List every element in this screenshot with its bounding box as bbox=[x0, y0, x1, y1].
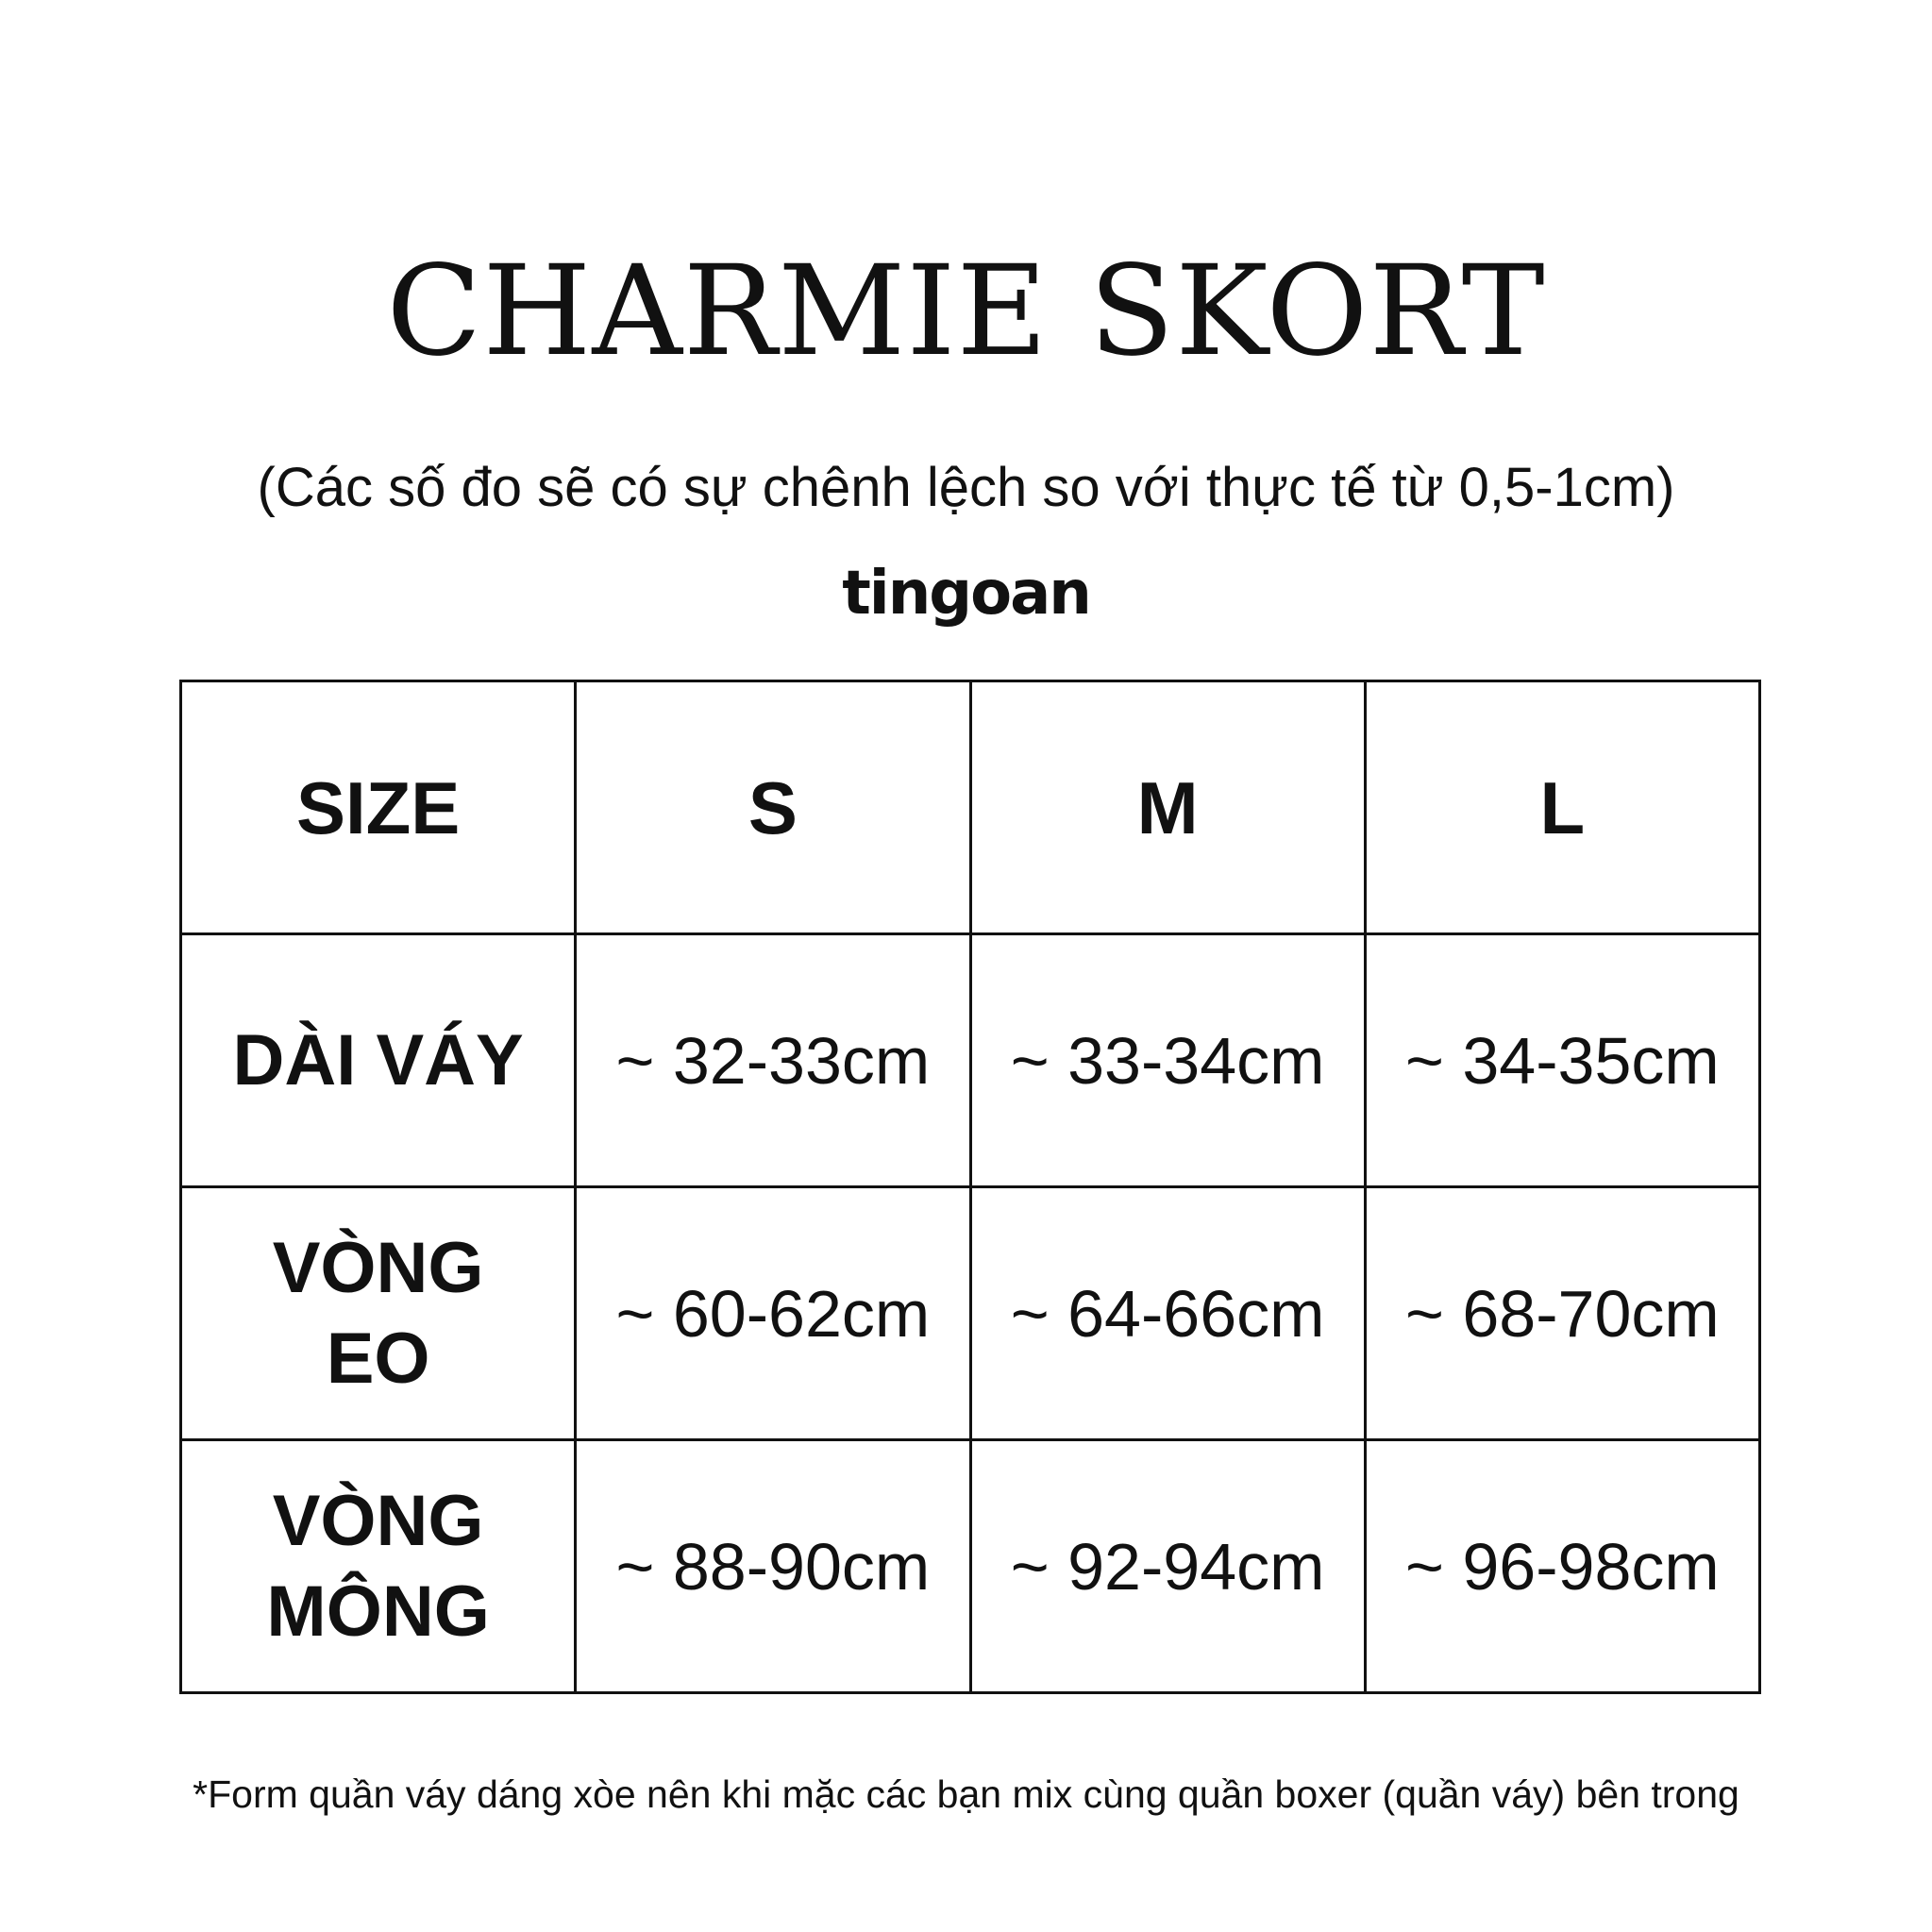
value-hip-l: ~ 96-98cm bbox=[1365, 1440, 1759, 1693]
value-length-l: ~ 34-35cm bbox=[1365, 934, 1759, 1187]
row-label-length: DÀI VÁY bbox=[181, 934, 576, 1187]
row-label-waist: VÒNG EO bbox=[181, 1187, 576, 1440]
header-m: M bbox=[970, 681, 1365, 934]
footnote: *Form quần váy dáng xòe nên khi mặc các bạn mix cùng quần boxer (quần váy) bên trong bbox=[193, 1772, 1739, 1816]
value-hip-s: ~ 88-90cm bbox=[576, 1440, 970, 1693]
row-label-hip: VÒNG MÔNG bbox=[181, 1440, 576, 1693]
table-row bbox=[181, 934, 1760, 1187]
table-header-row bbox=[181, 681, 1760, 934]
measurement-note: (Các số đo sẽ có sự chênh lệch so với thực tế từ 0,5-1cm) bbox=[257, 457, 1675, 518]
brand-logo: tingoan bbox=[842, 559, 1090, 629]
value-length-m: ~ 33-34cm bbox=[970, 934, 1365, 1187]
value-hip-m: ~ 92-94cm bbox=[970, 1440, 1365, 1693]
table-row bbox=[181, 1440, 1760, 1693]
value-waist-m: ~ 64-66cm bbox=[970, 1187, 1365, 1440]
header-l: L bbox=[1365, 681, 1759, 934]
value-waist-s: ~ 60-62cm bbox=[576, 1187, 970, 1440]
value-length-s: ~ 32-33cm bbox=[576, 934, 970, 1187]
value-waist-l: ~ 68-70cm bbox=[1365, 1187, 1759, 1440]
table-row bbox=[181, 1187, 1760, 1440]
size-chart-table bbox=[179, 680, 1761, 1694]
header-s: S bbox=[576, 681, 970, 934]
page-title: CHARMIE SKORT bbox=[386, 239, 1546, 384]
header-size: SIZE bbox=[181, 681, 576, 934]
